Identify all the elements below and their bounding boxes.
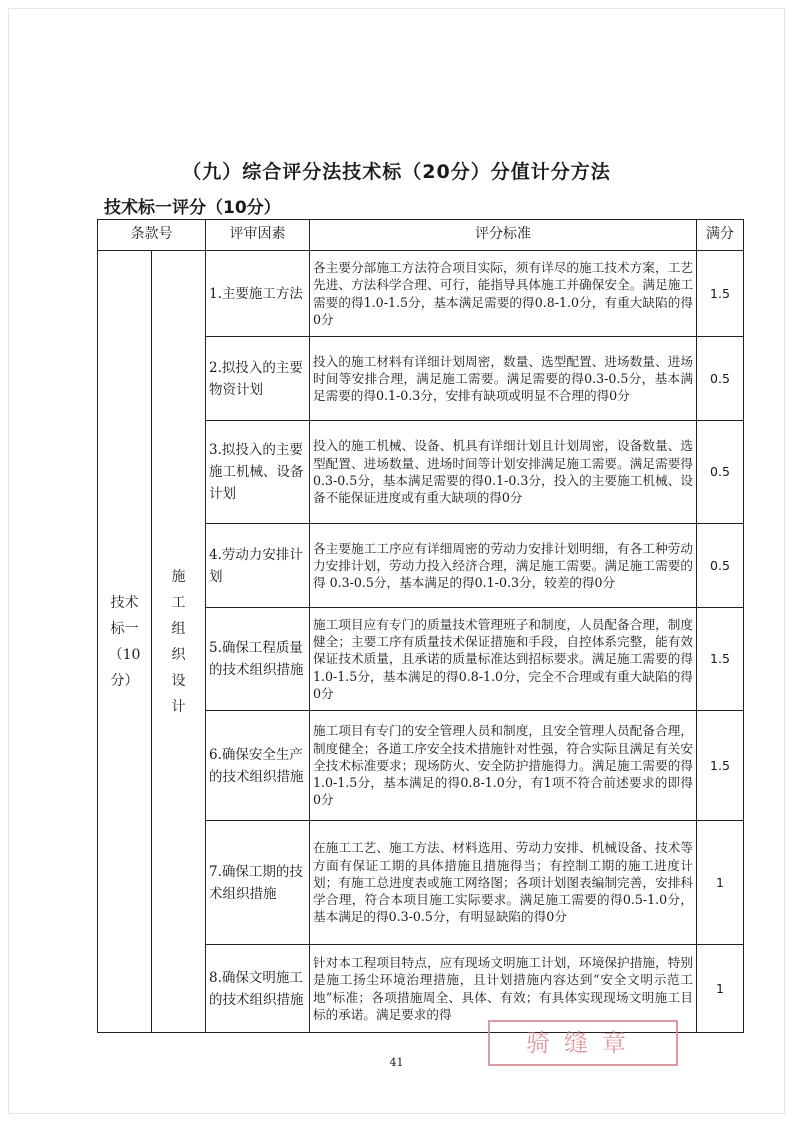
section-title: 技术标一评分（10分） bbox=[104, 198, 281, 218]
header-score: 满分 bbox=[697, 220, 744, 251]
factor-cell: 4.劳动力安排计划 bbox=[206, 524, 310, 608]
header-criteria: 评分标准 bbox=[310, 220, 697, 251]
score-cell: 1 bbox=[697, 821, 744, 945]
criteria-cell: 施工项目有专门的安全管理人员和制度，且安全管理人员配备合理，制度健全；各道工序安全技术措施针对性强，符合实际且满足有关安全技术标准要求；现场防火、安全防护措施得力。满足施工需要的得1.0-1.5分，基本满足的得0.8-1.0分，有1项不符合前述要求的即得0分 bbox=[310, 711, 697, 821]
criteria-cell: 针对本工程项目特点，应有现场文明施工计划，环境保护措施，特别是施工扬尘环境治理措施，且计划措施内容达到“安全文明示范工地”标准；各项措施周全、具体、有效；有具体实现现场文明施工目标的承诺。满足要求的得 bbox=[310, 945, 697, 1033]
criteria-cell: 各主要施工工序应有详细周密的劳动力安排计划明细，有各工种劳动力安排计划，劳动力投入经济合理，满足施工需要。满足施工需要的得 0.3-0.5分，基本满足的得0.1-0.3分，较差的得0分 bbox=[310, 524, 697, 608]
factor-cell: 2.拟投入的主要物资计划 bbox=[206, 337, 310, 421]
criteria-cell: 投入的施工材料有详细计划周密，数量、选型配置、进场数量、进场时间等安排合理，满足施工需要。满足需要的得0.3-0.5分，基本满足需要的得0.1-0.3分，安排有缺项或明显不合理的得0分 bbox=[310, 337, 697, 421]
factor-cell: 7.确保工期的技术组织措施 bbox=[206, 821, 310, 945]
table-row bbox=[98, 251, 744, 337]
seam-seal-stamp: 骑缝章 bbox=[488, 1020, 678, 1066]
criteria-cell: 各主要分部施工方法符合项目实际，须有详尽的施工技术方案，工艺先进、方法科学合理、可行，能指导具体施工并确保安全。满足施工需要的得1.0-1.5分，基本满足需要的得0.8-1.0分，有重大缺陷的得0分 bbox=[310, 251, 697, 337]
page-number: 41 bbox=[389, 1056, 404, 1069]
header-clause: 条款号 bbox=[98, 220, 206, 251]
score-cell: 1 bbox=[697, 945, 744, 1033]
factor-cell: 5.确保工程质量的技术组织措施 bbox=[206, 608, 310, 711]
factor-cell: 6.确保安全生产的技术组织措施 bbox=[206, 711, 310, 821]
score-cell: 1.5 bbox=[697, 251, 744, 337]
factor-cell: 8.确保文明施工的技术组织措施 bbox=[206, 945, 310, 1033]
criteria-cell: 在施工工艺、施工方法、材料选用、劳动力安排、机械设备、技术等方面有保证工期的具体措施且措施得当；有控制工期的施工进度计划；有施工总进度表或施工网络图；各项计划图表编制完善，安排科学合理，符合本项目施工实际要求。满足施工需要的得0.5-1.0分，基本满足的得0.3-0.5分，有明显缺陷的得0分 bbox=[310, 821, 697, 945]
score-cell: 1.5 bbox=[697, 608, 744, 711]
score-cell: 0.5 bbox=[697, 337, 744, 421]
header-factor: 评审因素 bbox=[206, 220, 310, 251]
page-title: （九）综合评分法技术标（20分）分值计分方法 bbox=[182, 161, 611, 183]
category-outer-cell bbox=[98, 251, 152, 1033]
score-cell: 1.5 bbox=[697, 711, 744, 821]
score-cell: 0.5 bbox=[697, 421, 744, 524]
table-header-row bbox=[98, 220, 744, 251]
criteria-cell: 施工项目应有专门的质量技术管理班子和制度，人员配备合理，制度健全；主要工序有质量技术保证措施和手段，自控体系完整，能有效保证技术质量，且承诺的质量标准达到招标要求。满足施工需要的得1.0-1.5分，基本满足的得0.8-1.0分，完全不合理或有重大缺陷的得0分 bbox=[310, 608, 697, 711]
scoring-table bbox=[97, 219, 744, 1033]
criteria-cell: 投入的施工机械、设备、机具有详细计划且计划周密，设备数量、选型配置、进场数量、进场时间等计划安排满足施工需要。满足需要得 0.3-0.5分，基本满足需要的得0.1-0.3分，投入的主要施工机械、设备不能保证进度或有重大缺项的得0分 bbox=[310, 421, 697, 524]
category-inner: 施工组织设计 bbox=[171, 568, 186, 715]
factor-cell: 3.拟投入的主要施工机械、设备计划 bbox=[206, 421, 310, 524]
category-outer: 技术标一（10分） bbox=[108, 594, 141, 689]
factor-cell: 1.主要施工方法 bbox=[206, 251, 310, 337]
score-cell: 0.5 bbox=[697, 524, 744, 608]
category-inner-cell bbox=[152, 251, 206, 1033]
